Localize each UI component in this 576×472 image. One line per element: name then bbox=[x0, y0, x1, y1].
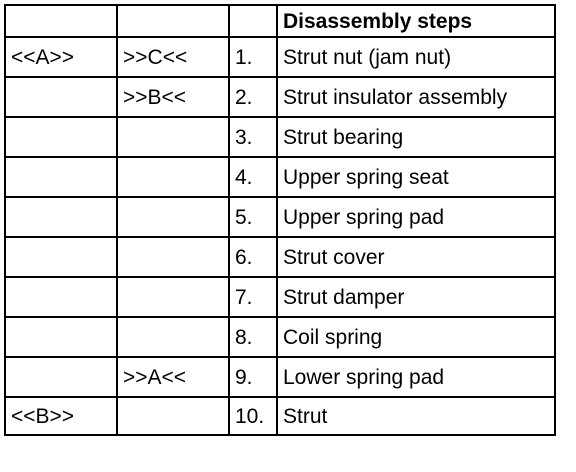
table-row bbox=[5, 397, 555, 435]
step-number: 10. bbox=[229, 397, 277, 435]
ref-b-cell bbox=[117, 157, 229, 197]
step-number: 7. bbox=[229, 277, 277, 317]
table-row bbox=[5, 277, 555, 317]
ref-b-cell bbox=[117, 277, 229, 317]
table-row bbox=[5, 357, 555, 397]
step-name: Upper spring pad bbox=[277, 197, 555, 237]
step-number: 9. bbox=[229, 357, 277, 397]
table-row bbox=[5, 237, 555, 277]
ref-b-cell: >>C<< bbox=[117, 37, 229, 77]
header-disassembly-steps: Disassembly steps bbox=[277, 5, 555, 37]
step-name: Lower spring pad bbox=[277, 357, 555, 397]
table-row bbox=[5, 77, 555, 117]
ref-a-cell bbox=[5, 277, 117, 317]
step-name: Upper spring seat bbox=[277, 157, 555, 197]
ref-b-cell bbox=[117, 237, 229, 277]
step-number: 4. bbox=[229, 157, 277, 197]
header-blank-1 bbox=[5, 5, 117, 37]
header-row bbox=[5, 5, 555, 37]
step-name: Strut insulator assembly bbox=[277, 77, 555, 117]
step-name: Strut bbox=[277, 397, 555, 435]
ref-a-cell bbox=[5, 237, 117, 277]
disassembly-steps-table bbox=[4, 4, 556, 436]
step-number: 2. bbox=[229, 77, 277, 117]
step-number: 8. bbox=[229, 317, 277, 357]
table-row bbox=[5, 37, 555, 77]
table-row bbox=[5, 317, 555, 357]
step-number: 3. bbox=[229, 117, 277, 157]
ref-b-cell bbox=[117, 117, 229, 157]
ref-b-cell bbox=[117, 397, 229, 435]
ref-b-cell bbox=[117, 317, 229, 357]
header-blank-2 bbox=[117, 5, 229, 37]
ref-a-cell: <<B>> bbox=[5, 397, 117, 435]
ref-a-cell bbox=[5, 77, 117, 117]
header-blank-3 bbox=[229, 5, 277, 37]
step-number: 6. bbox=[229, 237, 277, 277]
step-name: Strut damper bbox=[277, 277, 555, 317]
ref-a-cell bbox=[5, 317, 117, 357]
ref-a-cell bbox=[5, 357, 117, 397]
step-name: Coil spring bbox=[277, 317, 555, 357]
ref-b-cell bbox=[117, 197, 229, 237]
step-name: Strut nut (jam nut) bbox=[277, 37, 555, 77]
step-number: 1. bbox=[229, 37, 277, 77]
table-row bbox=[5, 197, 555, 237]
ref-a-cell bbox=[5, 157, 117, 197]
ref-b-cell: >>A<< bbox=[117, 357, 229, 397]
ref-a-cell: <<A>> bbox=[5, 37, 117, 77]
table-row bbox=[5, 117, 555, 157]
ref-a-cell bbox=[5, 197, 117, 237]
table-row bbox=[5, 157, 555, 197]
ref-a-cell bbox=[5, 117, 117, 157]
step-name: Strut bearing bbox=[277, 117, 555, 157]
step-name: Strut cover bbox=[277, 237, 555, 277]
ref-b-cell: >>B<< bbox=[117, 77, 229, 117]
step-number: 5. bbox=[229, 197, 277, 237]
